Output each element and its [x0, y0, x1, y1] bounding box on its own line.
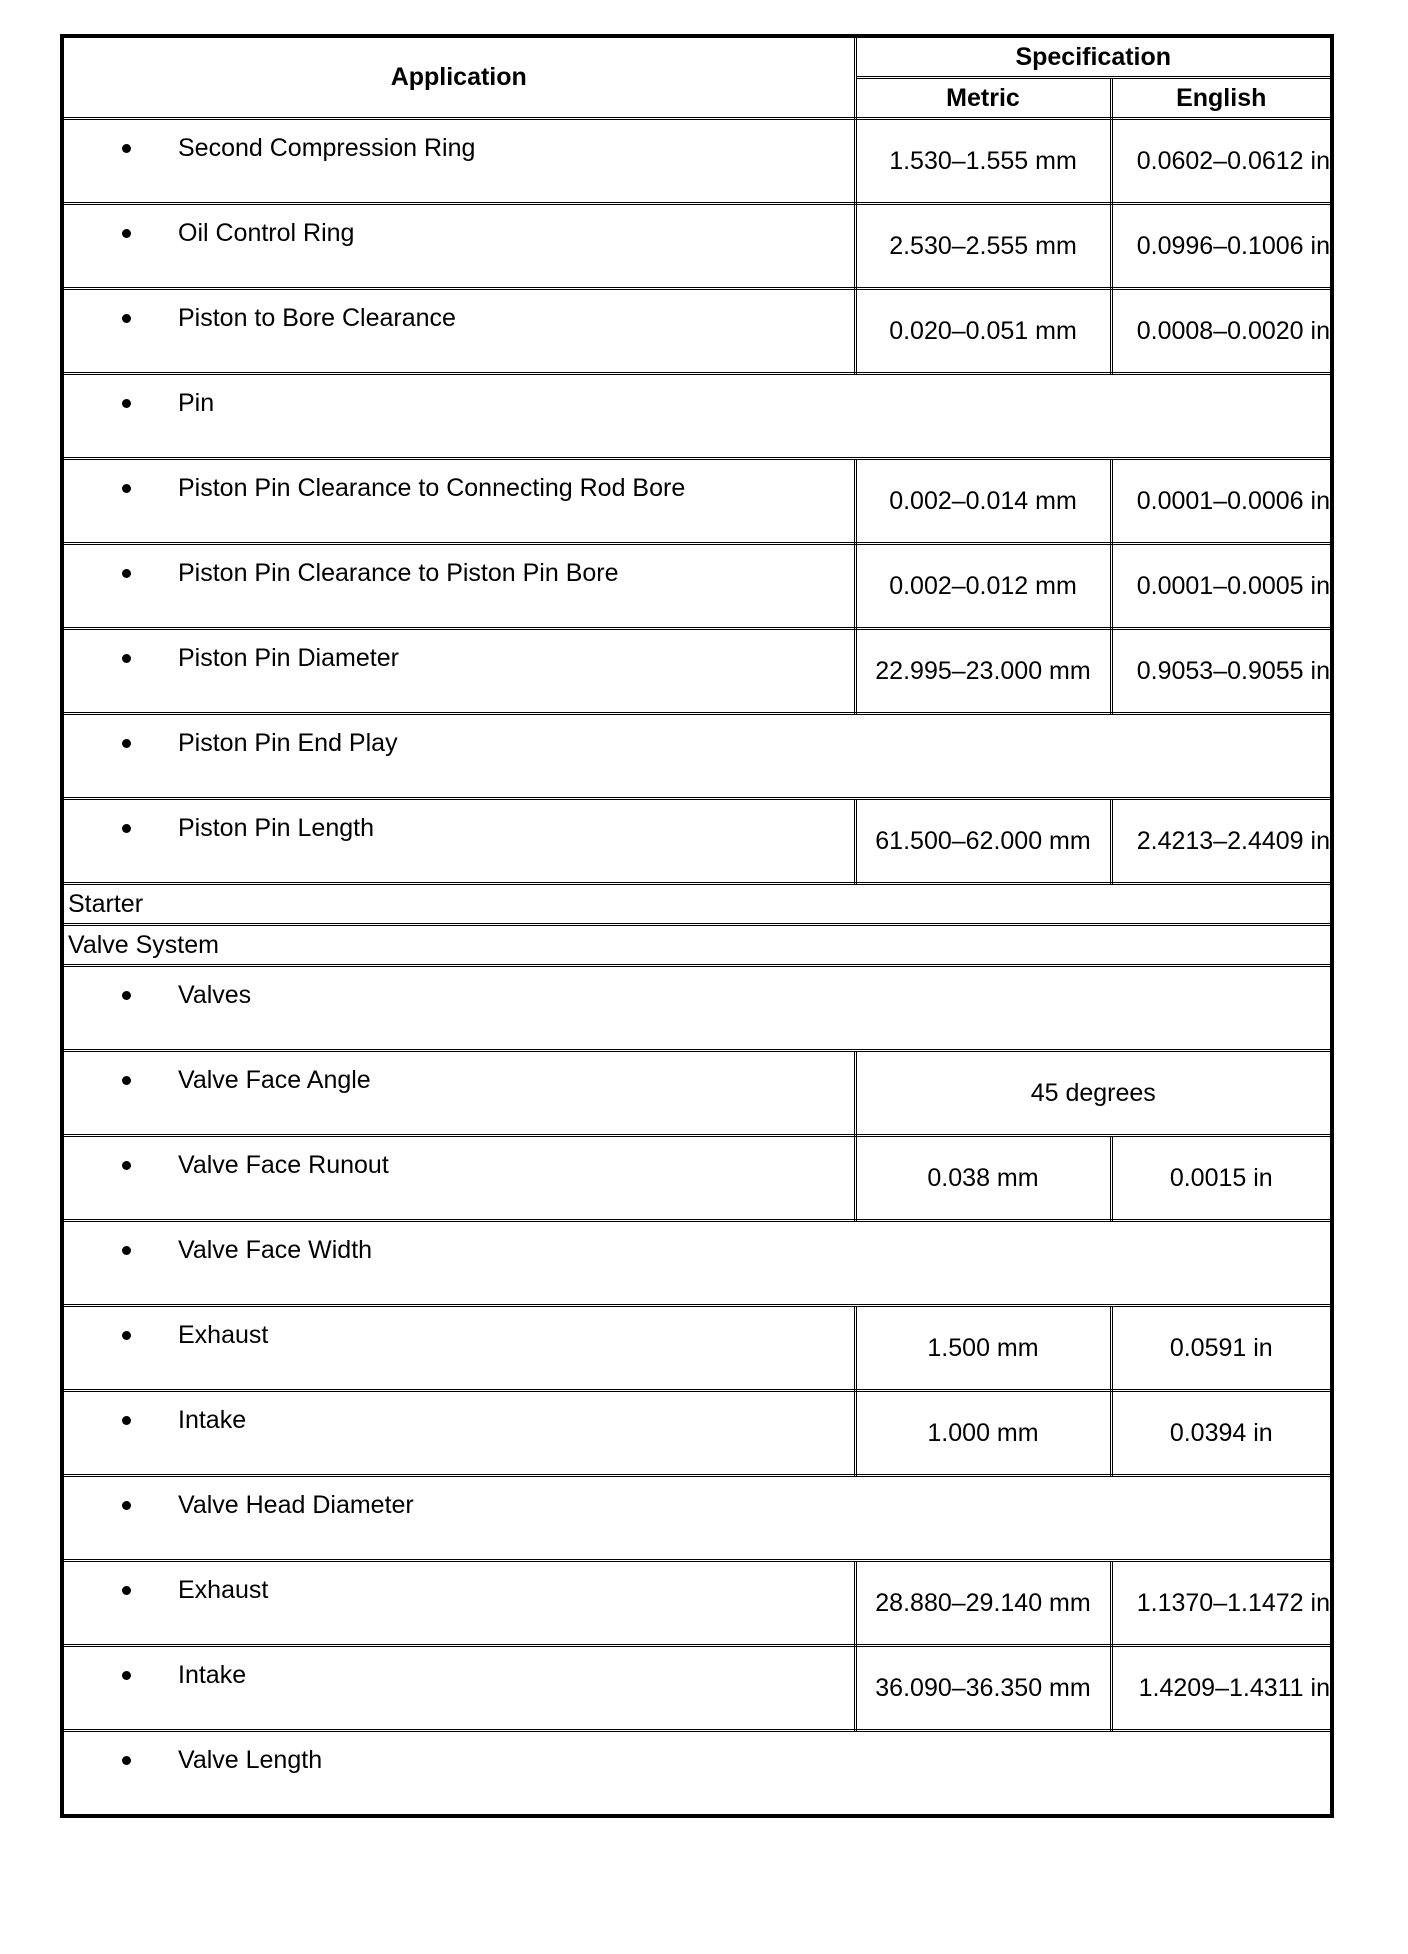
- metric-value: 1.000 mm: [855, 1391, 1111, 1476]
- bullet-icon: [122, 1671, 131, 1680]
- bullet-icon: [122, 484, 131, 493]
- bullet-icon: [122, 399, 131, 408]
- spec-sheet: [60, 34, 1330, 1818]
- group-row: [62, 374, 1332, 459]
- metric-value: 2.530–2.555 mm: [855, 204, 1111, 289]
- english-value: 0.0591 in: [1111, 1306, 1332, 1391]
- application-cell: [62, 1391, 855, 1476]
- application-label: Oil Control Ring: [178, 219, 355, 247]
- table-body: [62, 119, 1332, 1817]
- table-row: [62, 459, 1332, 544]
- bullet-icon: [122, 1416, 131, 1425]
- bullet-icon: [122, 1756, 131, 1765]
- table-row: [62, 629, 1332, 714]
- application-cell: [62, 629, 855, 714]
- application-label: Intake: [178, 1406, 247, 1434]
- application-label: Intake: [178, 1661, 247, 1689]
- application-label: Piston to Bore Clearance: [178, 304, 456, 332]
- metric-value: 1.530–1.555 mm: [855, 119, 1111, 204]
- application-cell: [62, 799, 855, 884]
- application-label: Piston Pin Clearance to Connecting Rod Bore: [178, 474, 686, 502]
- application-label: Piston Pin Clearance to Piston Pin Bore: [178, 559, 619, 587]
- header-row-top: [62, 36, 1332, 78]
- application-cell: [62, 1136, 855, 1221]
- metric-value: 22.995–23.000 mm: [855, 629, 1111, 714]
- application-label: Second Compression Ring: [178, 134, 476, 162]
- bullet-icon: [122, 144, 131, 153]
- bullet-icon: [122, 314, 131, 323]
- metric-value: 36.090–36.350 mm: [855, 1646, 1111, 1731]
- application-cell: [62, 204, 855, 289]
- bullet-icon: [122, 1501, 131, 1510]
- application-label: Valve Face Runout: [178, 1151, 389, 1179]
- application-cell: [62, 1476, 1332, 1561]
- table-row: [62, 119, 1332, 204]
- application-cell: [62, 1646, 855, 1731]
- metric-value: 28.880–29.140 mm: [855, 1561, 1111, 1646]
- bullet-icon: [122, 824, 131, 833]
- bullet-icon: [122, 1161, 131, 1170]
- metric-value: 1.500 mm: [855, 1306, 1111, 1391]
- application-cell: [62, 374, 1332, 459]
- group-row: [62, 1731, 1332, 1817]
- english-value: 1.1370–1.1472 in: [1111, 1561, 1332, 1646]
- application-cell: [62, 1731, 1332, 1817]
- group-row: [62, 714, 1332, 799]
- bullet-icon: [122, 739, 131, 748]
- group-row: [62, 1476, 1332, 1561]
- merged-spec-value: 45 degrees: [855, 1051, 1332, 1136]
- application-label: Piston Pin Length: [178, 814, 374, 842]
- table-row: [62, 799, 1332, 884]
- bullet-icon: [122, 569, 131, 578]
- application-cell: [62, 714, 1332, 799]
- english-value: 0.0001–0.0006 in: [1111, 459, 1332, 544]
- table-row: [62, 1306, 1332, 1391]
- metric-value: 0.002–0.012 mm: [855, 544, 1111, 629]
- application-label: Piston Pin Diameter: [178, 644, 399, 672]
- table-row: [62, 204, 1332, 289]
- application-header: Application: [62, 36, 855, 119]
- application-cell: [62, 966, 1332, 1051]
- table-row: [62, 1391, 1332, 1476]
- application-label: Valve Face Angle: [178, 1066, 371, 1094]
- table-row: [62, 544, 1332, 629]
- section-row: [62, 925, 1332, 966]
- metric-value: 0.020–0.051 mm: [855, 289, 1111, 374]
- application-label: Valve Face Width: [178, 1236, 373, 1264]
- english-value: 0.0008–0.0020 in: [1111, 289, 1332, 374]
- english-value: 0.0602–0.0612 in: [1111, 119, 1332, 204]
- application-cell: [62, 119, 855, 204]
- english-value: 1.4209–1.4311 in: [1111, 1646, 1332, 1731]
- english-value: 0.0001–0.0005 in: [1111, 544, 1332, 629]
- group-row: [62, 1221, 1332, 1306]
- table-row: [62, 1136, 1332, 1221]
- bullet-icon: [122, 1076, 131, 1085]
- table-row: [62, 1561, 1332, 1646]
- application-label: Valves: [178, 981, 252, 1009]
- application-cell: [62, 459, 855, 544]
- application-label: Pin: [178, 389, 215, 417]
- section-label: Valve System: [62, 925, 1332, 966]
- specification-header: Specification: [855, 36, 1332, 78]
- english-value: 0.9053–0.9055 in: [1111, 629, 1332, 714]
- application-label: Valve Head Diameter: [178, 1491, 414, 1519]
- group-row: [62, 966, 1332, 1051]
- metric-value: 61.500–62.000 mm: [855, 799, 1111, 884]
- application-cell: [62, 289, 855, 374]
- english-value: 0.0015 in: [1111, 1136, 1332, 1221]
- application-label: Exhaust: [178, 1321, 269, 1349]
- metric-value: 0.002–0.014 mm: [855, 459, 1111, 544]
- bullet-icon: [122, 1246, 131, 1255]
- application-cell: [62, 544, 855, 629]
- application-cell: [62, 1561, 855, 1646]
- application-label: Exhaust: [178, 1576, 269, 1604]
- bullet-icon: [122, 654, 131, 663]
- metric-value: 0.038 mm: [855, 1136, 1111, 1221]
- english-value: 0.0394 in: [1111, 1391, 1332, 1476]
- english-value: 0.0996–0.1006 in: [1111, 204, 1332, 289]
- bullet-icon: [122, 1586, 131, 1595]
- application-label: Piston Pin End Play: [178, 729, 398, 757]
- section-label: Starter: [62, 884, 1332, 925]
- table-row: [62, 1051, 1332, 1136]
- application-cell: [62, 1221, 1332, 1306]
- application-cell: [62, 1051, 855, 1136]
- bullet-icon: [122, 991, 131, 1000]
- bullet-icon: [122, 1331, 131, 1340]
- application-cell: [62, 1306, 855, 1391]
- application-label: Valve Length: [178, 1746, 323, 1774]
- table-row: [62, 289, 1332, 374]
- english-header: English: [1111, 78, 1332, 119]
- table-row: [62, 1646, 1332, 1731]
- section-row: [62, 884, 1332, 925]
- specification-table: [60, 34, 1334, 1818]
- metric-header: Metric: [855, 78, 1111, 119]
- english-value: 2.4213–2.4409 in: [1111, 799, 1332, 884]
- bullet-icon: [122, 229, 131, 238]
